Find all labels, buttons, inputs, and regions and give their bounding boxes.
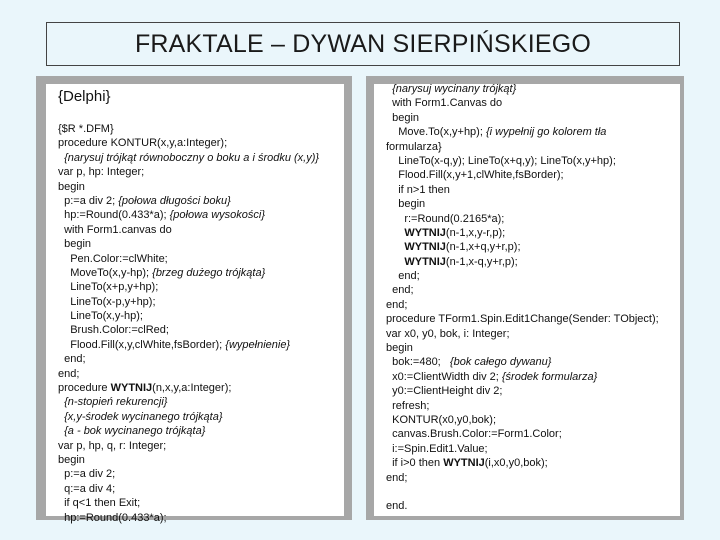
left-code-line: hp:=Round(0.433*a); {połowa wysokości} xyxy=(58,209,265,222)
right-code-line: begin xyxy=(386,198,426,211)
left-code-block xyxy=(58,122,319,525)
right-code-line: begin xyxy=(386,342,413,355)
right-code-line: end; xyxy=(386,298,408,311)
right-code-line: y0:=ClientHeight div 2; xyxy=(386,385,503,398)
left-code-line: procedure KONTUR(x,y,a:Integer); xyxy=(58,137,228,150)
left-code-line: end; xyxy=(58,367,80,380)
right-code-line: Flood.Fill(x,y+1,clWhite,fsBorder); xyxy=(386,169,564,182)
left-code-line: {x,y-środek wycinanego trójkąta} xyxy=(64,410,223,423)
right-code-line: WYTNIJ(n-1,x+q,y+r,p); xyxy=(404,241,521,254)
left-code-line: q:=a div 4; xyxy=(58,482,116,495)
left-code-line: hp:=Round(0.433*a); xyxy=(58,511,167,524)
right-code-line: with Form1.Canvas do xyxy=(386,97,503,110)
right-code-line: WYTNIJ(n-1,x,y-r,p); xyxy=(404,226,506,239)
right-code-line: Move.To(x,y+hp); {i wypełnij go kolorem tła xyxy=(386,126,607,139)
right-code-line: end; xyxy=(386,471,408,484)
left-code-line: MoveTo(x,y-hp); {brzeg dużego trójkąta} xyxy=(58,266,266,279)
left-code-line: LineTo(x,y-hp); xyxy=(58,310,143,323)
right-code-line: r:=Round(0.2165*a); xyxy=(386,212,505,225)
right-code-line: refresh; xyxy=(386,399,430,412)
left-code-line: Flood.Fill(x,y,clWhite,fsBorder); {wypełnienie} xyxy=(58,338,291,351)
right-code-block xyxy=(386,82,659,514)
left-code-line: {narysuj trójkąt równoboczny o boku a i środku (x,y)} xyxy=(64,151,320,164)
right-code-line: i:=Spin.Edit1.Value; xyxy=(386,442,488,455)
left-code-line: if q<1 then Exit; xyxy=(58,497,141,510)
left-code-line: Pen.Color:=clWhite; xyxy=(58,252,168,265)
language-heading: {Delphi} xyxy=(58,88,111,105)
left-code-line: begin xyxy=(58,453,85,466)
right-code-line: formularza} xyxy=(386,140,442,153)
left-code-line: {n-stopień rekurencji} xyxy=(64,396,168,409)
right-code-line xyxy=(386,485,659,499)
left-code-line: {a - bok wycinanego trójkąta} xyxy=(64,425,206,438)
left-code-line: Brush.Color:=clRed; xyxy=(58,324,169,337)
left-code-line: p:=a div 2; xyxy=(58,468,116,481)
left-code-line: begin xyxy=(58,238,92,251)
left-code-line: with Form1.canvas do xyxy=(58,223,172,236)
right-code-line: begin xyxy=(386,111,420,124)
right-code-line: end; xyxy=(386,270,420,283)
right-code-line: if i>0 then WYTNIJ(i,x0,y0,bok); xyxy=(386,457,548,470)
right-code-line: WYTNIJ(n-1,x-q,y+r,p); xyxy=(404,255,518,268)
left-code-line: p:=a div 2; {połowa długości boku} xyxy=(58,194,231,207)
right-code-line: bok:=480; {bok całego dywanu} xyxy=(386,356,552,369)
left-code-line: var p, hp: Integer; xyxy=(58,166,145,179)
left-code-line: end; xyxy=(58,353,86,366)
right-code-line: LineTo(x-q,y); LineTo(x+q,y); LineTo(x,y+hp); xyxy=(386,154,616,167)
left-code-line: LineTo(x-p,y+hp); xyxy=(58,295,156,308)
right-code-line: var x0, y0, bok, i: Integer; xyxy=(386,327,510,340)
left-code-line: begin xyxy=(58,180,85,193)
right-code-line: {narysuj wycinany trójkąt} xyxy=(392,83,517,95)
left-code-line: {$R *.DFM} xyxy=(58,123,114,135)
title-box xyxy=(46,22,680,66)
right-code-line: KONTUR(x0,y0,bok); xyxy=(386,413,497,426)
right-code-line: x0:=ClientWidth div 2; {środek formularza} xyxy=(386,370,598,383)
right-code-line: procedure TForm1.Spin.Edit1Change(Sender: TObject); xyxy=(386,313,659,326)
right-code-line: if n>1 then xyxy=(386,183,450,196)
left-code-line: procedure WYTNIJ(n,x,y,a:Integer); xyxy=(58,382,232,395)
left-code-line: var p, hp, q, r: Integer; xyxy=(58,439,167,452)
page-title: FRAKTALE – DYWAN SIERPIŃSKIEGO xyxy=(134,29,592,58)
right-code-line: canvas.Brush.Color:=Form1.Color; xyxy=(386,428,562,441)
right-code-line: end. xyxy=(386,500,408,513)
left-code-line: LineTo(x+p,y+hp); xyxy=(58,281,159,294)
right-code-line: end; xyxy=(386,284,414,297)
